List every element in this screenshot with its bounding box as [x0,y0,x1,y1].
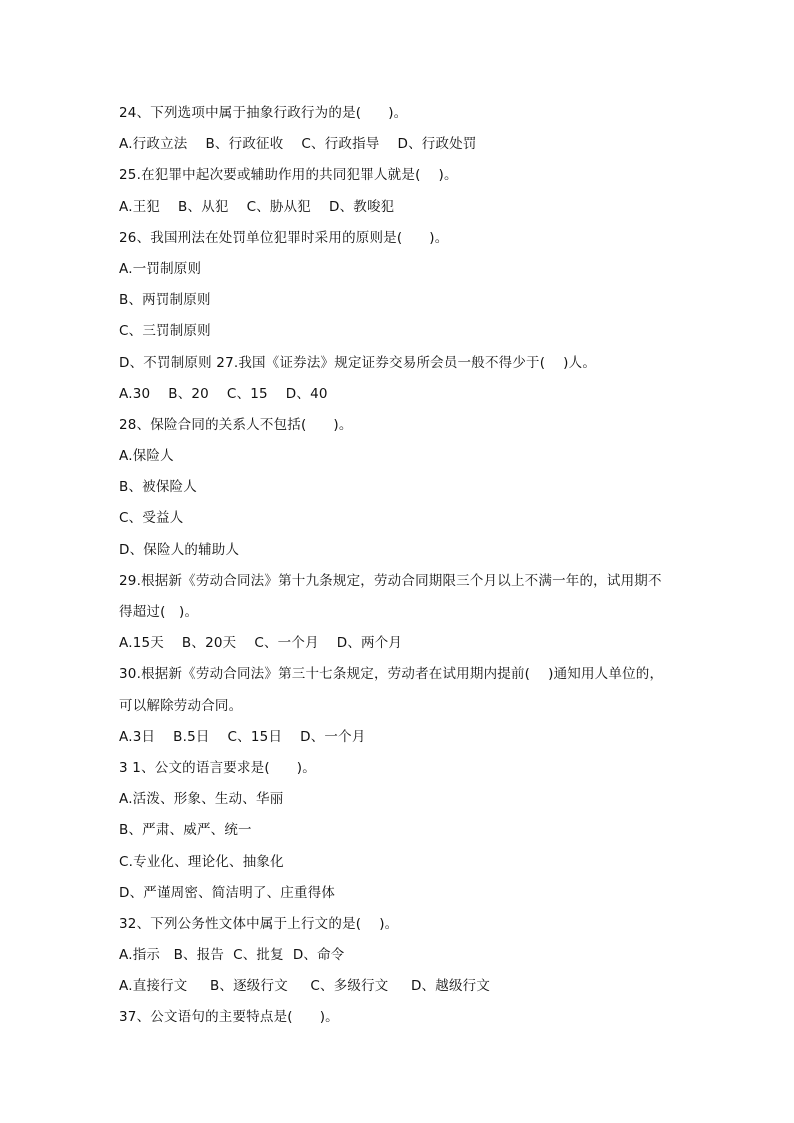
question-28-option-d: D、保险人的辅助人 [119,541,240,558]
question-28-option-b: B、被保险人 [119,479,197,496]
question-26-option-d-and-question-27: D、不罚制原则 27.我国《证券法》规定证券交易所会员一般不得少于( )人。 [119,354,597,371]
routing-options: A.直接行文 B、逐级行文 C、多级行文 D、越级行文 [119,978,491,995]
question-30: 30.根据新《劳动合同法》第三十七条规定，劳动者在试用期内提前( )通知用人单位的， [119,666,664,683]
question-24: 24、下列选项中属于抽象行政行为的是( )。 [119,105,408,121]
question-28-option-a: A.保险人 [119,448,174,465]
question-30-continued: 可以解除劳动合同。 [119,697,243,714]
question-25-options: A.王犯 B、从犯 C、胁从犯 D、教唆犯 [119,198,395,215]
document-body [119,98,679,1034]
question-28-option-c: C、受益人 [119,510,184,527]
question-30-options: A.3日 B.5日 C、15日 D、一个月 [119,728,366,745]
question-26-option-c: C、三罚制原则 [119,323,211,340]
question-31: 3 1、公文的语言要求是( )。 [119,759,316,776]
question-29-options: A.15天 B、20天 C、一个月 D、两个月 [119,635,403,652]
question-24-options: A.行政立法 B、行政征收 C、行政指导 D、行政处罚 [119,136,477,153]
question-29-continued: 得超过( )。 [119,604,199,620]
question-29: 29.根据新《劳动合同法》第十九条规定，劳动合同期限三个月以上不满一年的，试用期不 [119,572,662,589]
question-27-options: A.30 B、20 C、15 D、40 [119,385,328,402]
question-26-option-b: B、两罚制原则 [119,292,211,309]
question-26-option-a: A.一罚制原则 [119,260,202,277]
question-31-option-c: C.专业化、理论化、抽象化 [119,853,284,870]
question-28: 28、保险合同的关系人不包括( )。 [119,416,353,433]
question-32-options: A.指示 B、报告 C、批复 D、命令 [119,947,345,964]
question-26: 26、我国刑法在处罚单位犯罪时采用的原则是( )。 [119,229,449,246]
question-25: 25.在犯罪中起次要或辅助作用的共同犯罪人就是( )。 [119,167,458,184]
question-32: 32、下列公务性文体中属于上行文的是( )。 [119,915,399,932]
question-37: 37、公文语句的主要特点是( )。 [119,1009,339,1026]
question-31-option-b: B、严肃、威严、统一 [119,822,252,839]
question-31-option-a: A.活泼、形象、生动、华丽 [119,791,284,808]
question-31-option-d: D、严谨周密、简洁明了、庄重得体 [119,884,336,901]
